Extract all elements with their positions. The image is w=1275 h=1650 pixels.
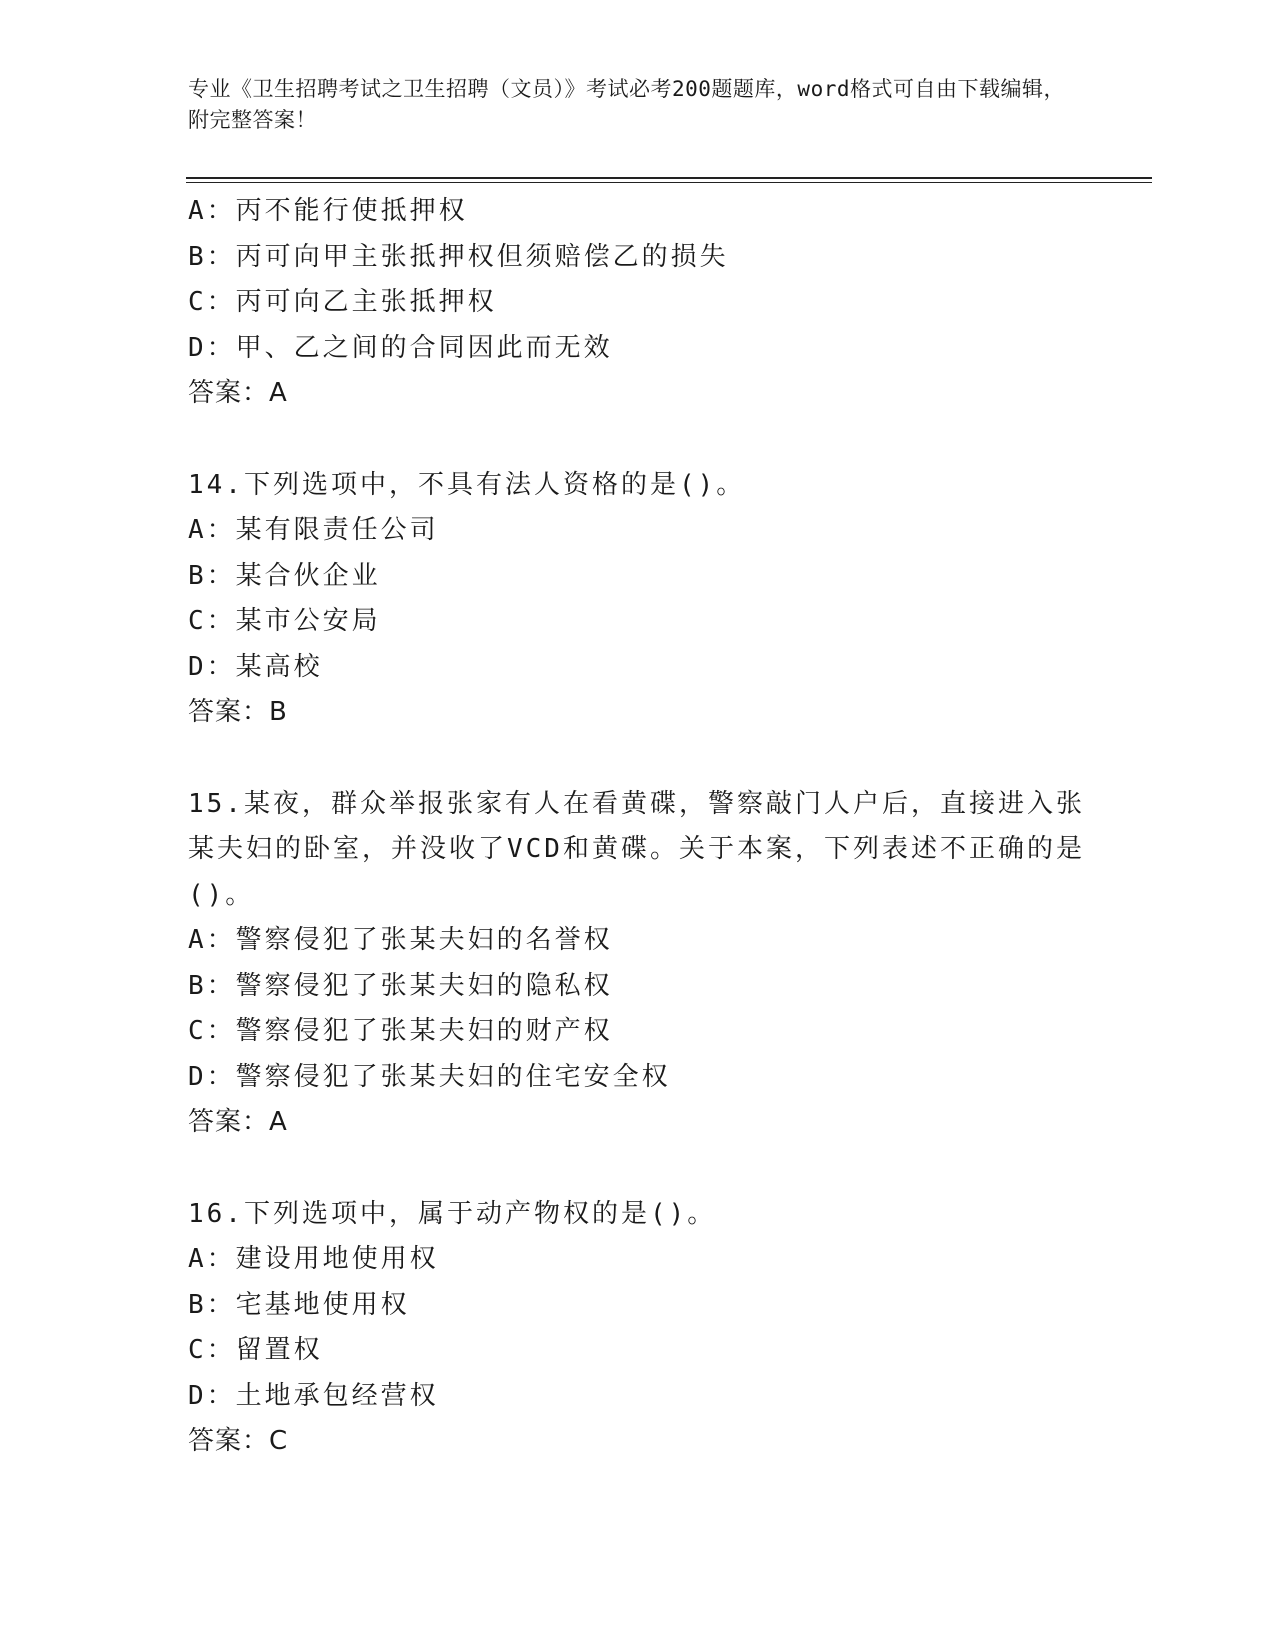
- option-b: B：宅基地使用权: [188, 1289, 410, 1320]
- answer-line: 答案：A: [188, 1107, 288, 1137]
- answer-line: 答案：B: [188, 697, 288, 727]
- question-stem: 15.某夜，群众举报张家有人在看黄碟，警察敲门人户后，直接进入张某夫妇的卧室，并没收了VCD和黄碟。关于本案，下列表述不正确的是()。: [188, 788, 1085, 910]
- question-stem: 16.下列选项中，属于动产物权的是()。: [188, 1198, 717, 1229]
- option-b: B：丙可向甲主张抵押权但须赔偿乙的损失: [188, 241, 729, 272]
- option-a: A：丙不能行使抵押权: [188, 196, 468, 226]
- option-c: C：警察侵犯了张某夫妇的财产权: [188, 1016, 613, 1046]
- option-b: B：某合伙企业: [188, 560, 381, 591]
- option-c: C：某市公安局: [188, 606, 381, 636]
- option-a: A：建设用地使用权: [188, 1244, 439, 1274]
- answer-line: 答案：A: [188, 378, 288, 408]
- question-stem: 14.下列选项中，不具有法人资格的是()。: [188, 469, 746, 500]
- question-16: [188, 1192, 1088, 1465]
- header-rule-thin: [186, 182, 1152, 183]
- option-d: D：甲、乙之间的合同因此而无效: [188, 332, 613, 363]
- answer-line: 答案：C: [188, 1426, 289, 1456]
- option-c: C：留置权: [188, 1335, 323, 1365]
- question-content: [188, 189, 1088, 1465]
- option-d: D：警察侵犯了张某夫妇的住宅安全权: [188, 1061, 671, 1092]
- question-15: [188, 782, 1088, 1146]
- prev-question-block: [188, 189, 1088, 417]
- option-b: B：警察侵犯了张某夫妇的隐私权: [188, 970, 613, 1001]
- option-d: D：某高校: [188, 651, 323, 682]
- header-rule-thick: [186, 177, 1152, 179]
- document-header: 专业《卫生招聘考试之卫生招聘（文员）》考试必考200题题库，word格式可自由下载编辑，附完整答案！: [188, 77, 1065, 132]
- option-c: C：丙可向乙主张抵押权: [188, 287, 497, 317]
- option-d: D：土地承包经营权: [188, 1380, 439, 1411]
- question-14: [188, 463, 1088, 736]
- option-a: A：警察侵犯了张某夫妇的名誉权: [188, 925, 613, 955]
- option-a: A：某有限责任公司: [188, 515, 439, 545]
